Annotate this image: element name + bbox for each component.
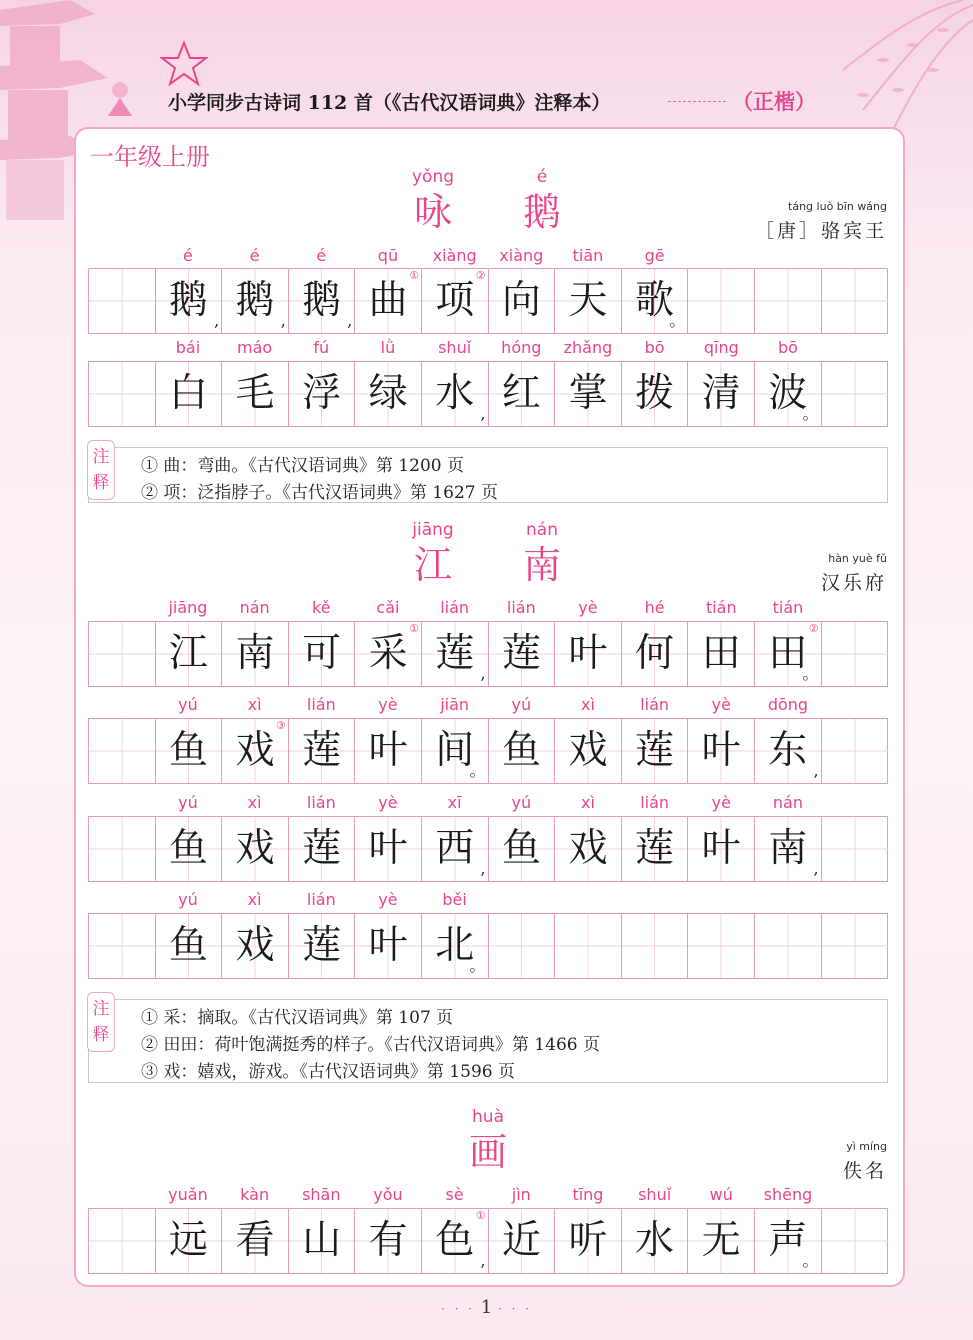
character-cell (555, 1209, 622, 1273)
pinyin-syllable: xì (247, 793, 262, 812)
title-char (507, 520, 577, 588)
character-cell (156, 362, 223, 426)
pinyin-syllable: lián (640, 695, 670, 714)
pinyin-syllable: xì (247, 695, 262, 714)
hanzi-character: 莲 (635, 728, 675, 773)
character-cell (688, 914, 755, 978)
pinyin-syllable: xì (247, 890, 262, 909)
character-cell (222, 269, 289, 333)
character-cell (688, 719, 755, 783)
page-number-value: 1 (480, 1297, 493, 1318)
character-cell (89, 1209, 156, 1273)
punctuation-mark: 。 (669, 311, 686, 330)
character-cell (688, 362, 755, 426)
character-cell (355, 362, 422, 426)
character-cell (422, 622, 489, 686)
annotation-line: ① 采：摘取。《古代汉语词典》第 107 页 (141, 1008, 454, 1028)
pinyin-syllable: lián (440, 598, 470, 617)
hanzi-character: 有 (368, 1218, 408, 1263)
character-cell (622, 1209, 689, 1273)
pinyin-syllable: sè (445, 1185, 464, 1204)
hanzi-character: 西 (435, 826, 475, 871)
character-cell (822, 269, 889, 333)
title-char (507, 167, 577, 235)
pinyin-syllable: qīng (703, 338, 739, 357)
hanzi-character: 东 (768, 728, 808, 773)
pinyin-syllable: wú (709, 1185, 733, 1204)
hanzi-character: 采 (368, 631, 408, 676)
hanzi-character: 莲 (635, 826, 675, 871)
title-pinyin: yǒng (411, 167, 455, 187)
punctuation-mark: , (813, 859, 819, 878)
character-cell (555, 622, 622, 686)
character-cell (622, 362, 689, 426)
pinyin-row (88, 695, 888, 717)
pinyin-syllable: yè (711, 793, 731, 812)
pinyin-syllable: qū (377, 246, 399, 265)
footnote-marker: ② (475, 269, 486, 282)
author-pinyin: táng luò bīn wáng (788, 200, 887, 213)
pinyin-syllable: é (316, 246, 327, 265)
hanzi-character: 鱼 (501, 826, 541, 871)
footnote-marker: ① (409, 269, 419, 282)
punctuation-mark: , (214, 311, 220, 330)
hanzi-character: 看 (235, 1218, 275, 1263)
character-cell (755, 1209, 822, 1273)
character-cell (688, 622, 755, 686)
page-number-dots: · · · (497, 1302, 533, 1316)
character-cell (289, 362, 356, 426)
character-cell (289, 817, 356, 881)
title-char (398, 520, 468, 588)
pinyin-syllable: yú (511, 695, 532, 714)
hanzi-character: 波 (768, 371, 808, 416)
title-pinyin: huà (472, 1107, 504, 1127)
hanzi-character: 戏 (568, 826, 608, 871)
pinyin-syllable: yè (378, 890, 398, 909)
hanzi-character: 莲 (435, 631, 475, 676)
character-cell (755, 622, 822, 686)
footnote-marker: ① (475, 1209, 486, 1222)
character-cell (555, 362, 622, 426)
title-hanzi: 画 (468, 1130, 507, 1174)
punctuation-mark: 。 (469, 761, 486, 780)
character-cell (289, 719, 356, 783)
pinyin-syllable: nán (772, 793, 803, 812)
hanzi-character: 戏 (235, 923, 275, 968)
pinyin-syllable: tián (705, 598, 737, 617)
hanzi-character: 项 (435, 278, 475, 323)
hanzi-character: 叶 (568, 631, 608, 676)
footnote-marker: ② (808, 622, 819, 635)
pinyin-syllable: fú (313, 338, 330, 357)
character-cell (489, 719, 556, 783)
pinyin-syllable: lián (506, 598, 536, 617)
hanzi-character: 无 (701, 1218, 741, 1263)
hanzi-character: 叶 (368, 826, 408, 871)
pinyin-syllable: tīng (572, 1185, 604, 1204)
hanzi-character: 戏 (568, 728, 608, 773)
character-cell (355, 914, 422, 978)
author-pinyin: hàn yuè fǔ (828, 552, 887, 565)
author-name: ［唐］骆宾王 (754, 220, 887, 242)
pinyin-syllable: shuǐ (638, 1185, 672, 1204)
annotation-tag: 注释 (87, 992, 115, 1052)
hanzi-character: 向 (501, 278, 541, 323)
hanzi-character: 可 (302, 631, 342, 676)
hanzi-character: 浮 (302, 371, 342, 416)
character-cell (289, 269, 356, 333)
hanzi-character: 声 (768, 1218, 808, 1263)
pinyin-syllable: lián (306, 695, 336, 714)
punctuation-mark: , (347, 311, 353, 330)
title-char (453, 1107, 523, 1175)
character-cell (156, 269, 223, 333)
pinyin-row (88, 338, 888, 360)
title-hanzi: 咏 (413, 190, 452, 234)
punctuation-mark: 。 (469, 956, 486, 975)
character-grid-row (88, 718, 888, 784)
character-cell (222, 362, 289, 426)
title-hanzi: 鹅 (522, 190, 561, 234)
punctuation-mark: 。 (802, 404, 819, 423)
character-cell (422, 719, 489, 783)
pinyin-syllable: bō (777, 338, 798, 357)
character-cell (755, 719, 822, 783)
character-cell (822, 1209, 889, 1273)
character-grid-row (88, 268, 888, 334)
pinyin-syllable: yú (178, 890, 198, 909)
character-cell (489, 362, 556, 426)
hanzi-character: 白 (168, 371, 208, 416)
character-cell (755, 817, 822, 881)
hanzi-character: 红 (501, 371, 541, 416)
character-grid-row (88, 621, 888, 687)
character-cell (755, 362, 822, 426)
hanzi-character: 叶 (701, 826, 741, 871)
hanzi-character: 水 (635, 1218, 675, 1263)
pinyin-syllable: yú (178, 695, 198, 714)
pinyin-syllable: yuǎn (168, 1185, 208, 1204)
character-cell (489, 622, 556, 686)
annotation-tag: 注释 (87, 440, 115, 500)
hanzi-character: 叶 (701, 728, 741, 773)
character-cell (289, 622, 356, 686)
pinyin-syllable: yè (578, 598, 598, 617)
author-pinyin: yì míng (846, 1140, 887, 1153)
hanzi-character: 天 (568, 278, 608, 323)
hanzi-character: 江 (168, 631, 208, 676)
character-cell (555, 817, 622, 881)
hanzi-character: 远 (168, 1218, 208, 1263)
pinyin-syllable: yè (711, 695, 731, 714)
punctuation-mark: , (480, 859, 486, 878)
hanzi-character: 鹅 (235, 278, 275, 323)
pinyin-row (88, 1185, 888, 1207)
character-cell (222, 622, 289, 686)
character-cell (622, 269, 689, 333)
character-cell (688, 269, 755, 333)
character-cell (89, 622, 156, 686)
hanzi-character: 近 (501, 1218, 541, 1263)
pinyin-row (88, 890, 888, 912)
character-cell (222, 914, 289, 978)
hanzi-character: 鱼 (501, 728, 541, 773)
pinyin-syllable: zhǎng (563, 338, 613, 357)
pinyin-syllable: shuǐ (438, 338, 472, 357)
character-grid-row (88, 816, 888, 882)
character-cell (489, 817, 556, 881)
hanzi-character: 鱼 (168, 826, 208, 871)
pinyin-syllable: jìn (511, 1185, 531, 1204)
character-cell (555, 269, 622, 333)
character-cell (422, 362, 489, 426)
pinyin-syllable: yú (178, 793, 198, 812)
pinyin-syllable: yè (378, 793, 398, 812)
pinyin-syllable: kě (312, 598, 331, 617)
footnote-marker: ③ (275, 719, 286, 732)
punctuation-mark: , (480, 404, 486, 423)
pinyin-syllable: nán (239, 598, 270, 617)
hanzi-character: 听 (568, 1218, 608, 1263)
pinyin-row (88, 246, 888, 268)
character-cell (755, 269, 822, 333)
pinyin-syllable: lián (640, 793, 670, 812)
hanzi-character: 叶 (368, 923, 408, 968)
poem-author (843, 1140, 887, 1183)
title-pinyin: jiāng (412, 520, 454, 540)
pinyin-syllable: tián (772, 598, 804, 617)
character-cell (622, 914, 689, 978)
hanzi-character: 鹅 (302, 278, 342, 323)
character-cell (822, 719, 889, 783)
punctuation-mark: , (480, 1251, 486, 1270)
character-cell (222, 817, 289, 881)
hanzi-character: 莲 (302, 923, 342, 968)
pinyin-syllable: lián (306, 890, 336, 909)
title-pinyin: nán (526, 520, 558, 540)
hanzi-character: 掌 (568, 371, 608, 416)
hanzi-character: 拨 (635, 371, 675, 416)
character-cell (355, 622, 422, 686)
hanzi-character: 绿 (368, 371, 408, 416)
book-title: 小学同步古诗词 112 首（《古代汉语词典》注释本） (168, 92, 611, 114)
pinyin-syllable: tiān (572, 246, 604, 265)
hanzi-character: 毛 (235, 371, 275, 416)
punctuation-mark: , (813, 761, 819, 780)
hanzi-character: 水 (435, 371, 475, 416)
hanzi-character: 北 (435, 923, 475, 968)
title-hanzi: 江 (413, 543, 452, 587)
character-cell (89, 914, 156, 978)
pinyin-syllable: yǒu (373, 1185, 403, 1204)
character-grid-row (88, 913, 888, 979)
annotation-line: ② 项：泛指脖子。《古代汉语词典》第 1627 页 (141, 483, 498, 503)
character-cell (156, 622, 223, 686)
character-cell (89, 269, 156, 333)
title-char (398, 167, 468, 235)
pinyin-syllable: jiān (440, 695, 470, 714)
character-cell (489, 1209, 556, 1273)
hanzi-character: 莲 (302, 826, 342, 871)
pinyin-syllable: cǎi (376, 598, 400, 617)
header-divider (668, 101, 726, 102)
character-cell (822, 622, 889, 686)
hanzi-character: 间 (435, 728, 475, 773)
pinyin-syllable: yú (511, 793, 532, 812)
character-cell (755, 914, 822, 978)
pinyin-syllable: dōng (767, 695, 809, 714)
character-cell (156, 817, 223, 881)
hanzi-character: 田 (701, 631, 741, 676)
hanzi-character: 鱼 (168, 923, 208, 968)
pinyin-row (88, 793, 888, 815)
character-cell (555, 914, 622, 978)
hanzi-character: 戏 (235, 728, 275, 773)
character-grid-row (88, 1208, 888, 1274)
pinyin-syllable: gē (644, 246, 665, 265)
pinyin-row (88, 598, 888, 620)
character-cell (289, 914, 356, 978)
pinyin-syllable: xī (447, 793, 462, 812)
character-cell (89, 362, 156, 426)
annotation-box (88, 447, 888, 503)
punctuation-mark: , (280, 311, 286, 330)
character-grid-row (88, 361, 888, 427)
author-name: 汉乐府 (820, 572, 887, 594)
hanzi-character: 山 (302, 1218, 342, 1263)
title-hanzi: 南 (522, 543, 561, 587)
grade-heading: 一年级上册 (90, 143, 210, 171)
pinyin-syllable: xì (580, 695, 595, 714)
character-cell (289, 1209, 356, 1273)
pinyin-syllable: xiàng (499, 246, 544, 265)
pinyin-syllable: yè (378, 695, 398, 714)
title-pinyin: é (536, 167, 548, 187)
pinyin-syllable: hóng (501, 338, 542, 357)
pinyin-syllable: kàn (240, 1185, 270, 1204)
hanzi-character: 莲 (501, 631, 541, 676)
character-cell (156, 914, 223, 978)
pinyin-syllable: xì (580, 793, 595, 812)
character-cell (822, 362, 889, 426)
pinyin-syllable: lǜ (380, 338, 396, 357)
pinyin-syllable: é (249, 246, 260, 265)
pinyin-syllable: lián (306, 793, 336, 812)
hanzi-character: 清 (701, 371, 741, 416)
annotation-line: ② 田田：荷叶饱满挺秀的样子。《古代汉语词典》第 1466 页 (141, 1035, 600, 1055)
pinyin-syllable: shēng (763, 1185, 813, 1204)
punctuation-mark: , (480, 664, 486, 683)
character-cell (622, 622, 689, 686)
annotation-box (88, 999, 888, 1083)
author-name: 佚名 (842, 1160, 887, 1182)
star-decoration (160, 40, 208, 88)
character-cell (355, 269, 422, 333)
hanzi-character: 莲 (302, 728, 342, 773)
pinyin-syllable: shān (302, 1185, 341, 1204)
hanzi-character: 歌 (635, 278, 675, 323)
character-cell (156, 1209, 223, 1273)
pinyin-syllable: máo (237, 338, 273, 357)
hanzi-character: 何 (635, 631, 675, 676)
hanzi-character: 鹅 (168, 278, 208, 323)
pinyin-syllable: xiàng (432, 246, 477, 265)
character-cell (355, 1209, 422, 1273)
hanzi-character: 戏 (235, 826, 275, 871)
pinyin-syllable: běi (442, 890, 467, 909)
character-cell (688, 817, 755, 881)
annotation-line: ① 曲：弯曲。《古代汉语词典》第 1200 页 (141, 456, 464, 476)
pinyin-syllable: é (183, 246, 193, 265)
hanzi-character: 南 (768, 826, 808, 871)
character-cell (555, 719, 622, 783)
pinyin-syllable: bái (175, 338, 201, 357)
hanzi-character: 色 (435, 1218, 475, 1263)
poem-author (821, 552, 887, 595)
character-cell (489, 914, 556, 978)
page-header (0, 84, 973, 120)
character-cell (622, 817, 689, 881)
poem-title-hua (0, 1107, 973, 1177)
hanzi-character: 鱼 (168, 728, 208, 773)
character-cell (355, 817, 422, 881)
hanzi-character: 曲 (368, 278, 408, 323)
pinyin-syllable: bō (644, 338, 665, 357)
character-cell (622, 719, 689, 783)
character-cell (422, 817, 489, 881)
hanzi-character: 南 (235, 631, 275, 676)
character-cell (89, 719, 156, 783)
pinyin-syllable: jiāng (168, 598, 208, 617)
hanzi-character: 田 (768, 631, 808, 676)
edition-label: （正楷） (732, 90, 816, 114)
pinyin-syllable: hé (644, 598, 665, 617)
character-cell (822, 817, 889, 881)
punctuation-mark: 。 (802, 1251, 819, 1270)
page-number (0, 1297, 973, 1318)
hanzi-character: 叶 (368, 728, 408, 773)
character-cell (422, 914, 489, 978)
character-cell (822, 914, 889, 978)
footnote-marker: ① (409, 622, 419, 635)
character-cell (422, 269, 489, 333)
character-cell (222, 1209, 289, 1273)
character-cell (89, 817, 156, 881)
character-cell (355, 719, 422, 783)
character-cell (156, 719, 223, 783)
character-cell (422, 1209, 489, 1273)
page-number-dots: · · · (440, 1302, 476, 1316)
character-cell (222, 719, 289, 783)
punctuation-mark: 。 (802, 664, 819, 683)
character-cell (489, 269, 556, 333)
poem-author (755, 200, 887, 243)
character-cell (688, 1209, 755, 1273)
annotation-line: ③ 戏：嬉戏，游戏。《古代汉语词典》第 1596 页 (141, 1062, 515, 1082)
